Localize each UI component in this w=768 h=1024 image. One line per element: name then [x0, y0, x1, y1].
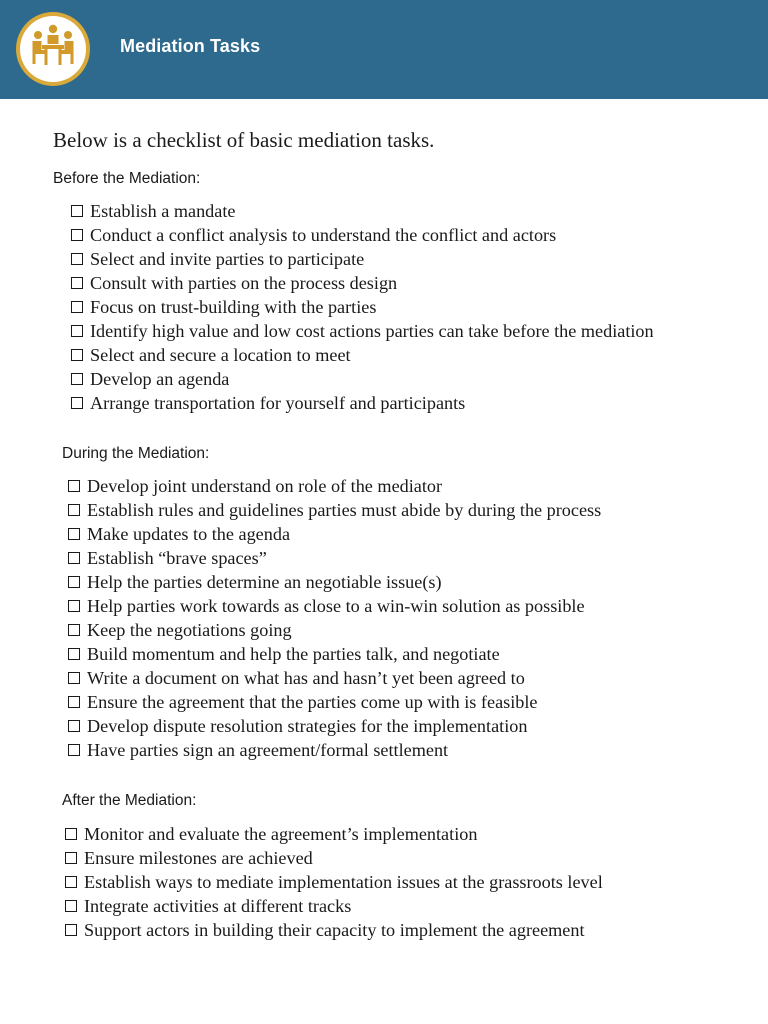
checklist-item-label: Consult with parties on the process design [90, 273, 398, 293]
checklist-item [65, 846, 603, 870]
checklist-item-label: Make updates to the agenda [87, 524, 291, 544]
checklist-item-label: Establish a mandate [90, 201, 236, 221]
checklist-item [68, 570, 601, 594]
checklist-item-label: Keep the negotiations going [87, 620, 292, 640]
checkbox[interactable] [68, 696, 80, 708]
checklist-item [71, 319, 654, 343]
checklist-item-label: Develop joint understand on role of the mediator [87, 476, 443, 496]
checkbox[interactable] [71, 205, 83, 217]
checklist-item-label: Develop dispute resolution strategies for the implementation [87, 716, 528, 736]
checklist-before [71, 199, 654, 415]
checkbox[interactable] [71, 325, 83, 337]
checkbox[interactable] [68, 600, 80, 612]
checklist-item [68, 546, 601, 570]
checklist-item [71, 271, 654, 295]
checkbox[interactable] [68, 528, 80, 540]
section-title-after: After the Mediation: [62, 792, 197, 809]
checkbox[interactable] [71, 301, 83, 313]
checklist-item-label: Ensure milestones are achieved [84, 848, 313, 868]
checklist-item-label: Help the parties determine an negotiable issue(s) [87, 572, 442, 592]
mediation-meeting-icon [15, 11, 91, 87]
checkbox[interactable] [71, 253, 83, 265]
checklist-item [65, 822, 603, 846]
checklist-item-label: Monitor and evaluate the agreement’s implementation [84, 824, 478, 844]
checkbox[interactable] [68, 576, 80, 588]
checklist-item [71, 295, 654, 319]
checklist-item [68, 522, 601, 546]
checklist-item-label: Establish “brave spaces” [87, 548, 267, 568]
checklist-item [68, 642, 601, 666]
page-title: Mediation Tasks [120, 36, 261, 56]
checklist-item-label: Establish ways to mediate implementation issues at the grassroots level [84, 872, 603, 892]
checklist-item [71, 391, 654, 415]
checkbox[interactable] [65, 924, 77, 936]
intro-text: Below is a checklist of basic mediation tasks. [53, 128, 435, 152]
checkbox[interactable] [68, 480, 80, 492]
checklist-item [71, 247, 654, 271]
checklist-item-label: Integrate activities at different tracks [84, 896, 352, 916]
checkbox[interactable] [71, 373, 83, 385]
checklist-item [68, 666, 601, 690]
checklist-item-label: Select and invite parties to participate [90, 249, 365, 269]
checkbox[interactable] [71, 277, 83, 289]
section-title-during: During the Mediation: [62, 445, 210, 462]
checklist-item-label: Have parties sign an agreement/formal settlement [87, 740, 449, 760]
checklist-item [68, 714, 601, 738]
checklist-item-label: Conduct a conflict analysis to understand the conflict and actors [90, 225, 557, 245]
checkbox[interactable] [71, 229, 83, 241]
checklist-item [68, 738, 601, 762]
checkbox[interactable] [65, 852, 77, 864]
checklist-item-label: Focus on trust-building with the parties [90, 297, 377, 317]
checklist-item-label: Establish rules and guidelines parties must abide by during the process [87, 500, 602, 520]
checkbox[interactable] [65, 900, 77, 912]
checkbox[interactable] [68, 552, 80, 564]
checklist-item [68, 594, 601, 618]
checkbox[interactable] [68, 648, 80, 660]
checklist-item-label: Arrange transportation for yourself and participants [90, 393, 466, 413]
checkbox[interactable] [71, 397, 83, 409]
checklist-item-label: Ensure the agreement that the parties come up with is feasible [87, 692, 538, 712]
checklist-item-label: Support actors in building their capacity to implement the agreement [84, 920, 585, 940]
checklist-item [71, 343, 654, 367]
checklist-item [68, 498, 601, 522]
checkbox[interactable] [65, 828, 77, 840]
checkbox[interactable] [71, 349, 83, 361]
checklist-item-label: Build momentum and help the parties talk, and negotiate [87, 644, 500, 664]
checklist-item-label: Select and secure a location to meet [90, 345, 351, 365]
checkbox[interactable] [68, 672, 80, 684]
checklist-item-label: Identify high value and low cost actions parties can take before the mediation [90, 321, 654, 341]
checklist-item-label: Develop an agenda [90, 369, 230, 389]
section-title-before: Before the Mediation: [53, 170, 201, 187]
checklist-item [65, 918, 603, 942]
checklist-during [68, 474, 601, 762]
checkbox[interactable] [65, 876, 77, 888]
checklist-after [65, 822, 603, 942]
checklist-item [65, 870, 603, 894]
checkbox[interactable] [68, 744, 80, 756]
checkbox[interactable] [68, 720, 80, 732]
checklist-item [65, 894, 603, 918]
checklist-item [71, 367, 654, 391]
checkbox[interactable] [68, 504, 80, 516]
checklist-item [68, 618, 601, 642]
checklist-item [68, 474, 601, 498]
checklist-item-label: Write a document on what has and hasn’t yet been agreed to [87, 668, 525, 688]
checklist-item-label: Help parties work towards as close to a win-win solution as possible [87, 596, 585, 616]
checklist-item [71, 223, 654, 247]
checkbox[interactable] [68, 624, 80, 636]
checklist-item [68, 690, 601, 714]
checklist-item [71, 199, 654, 223]
header-bar [0, 0, 768, 99]
